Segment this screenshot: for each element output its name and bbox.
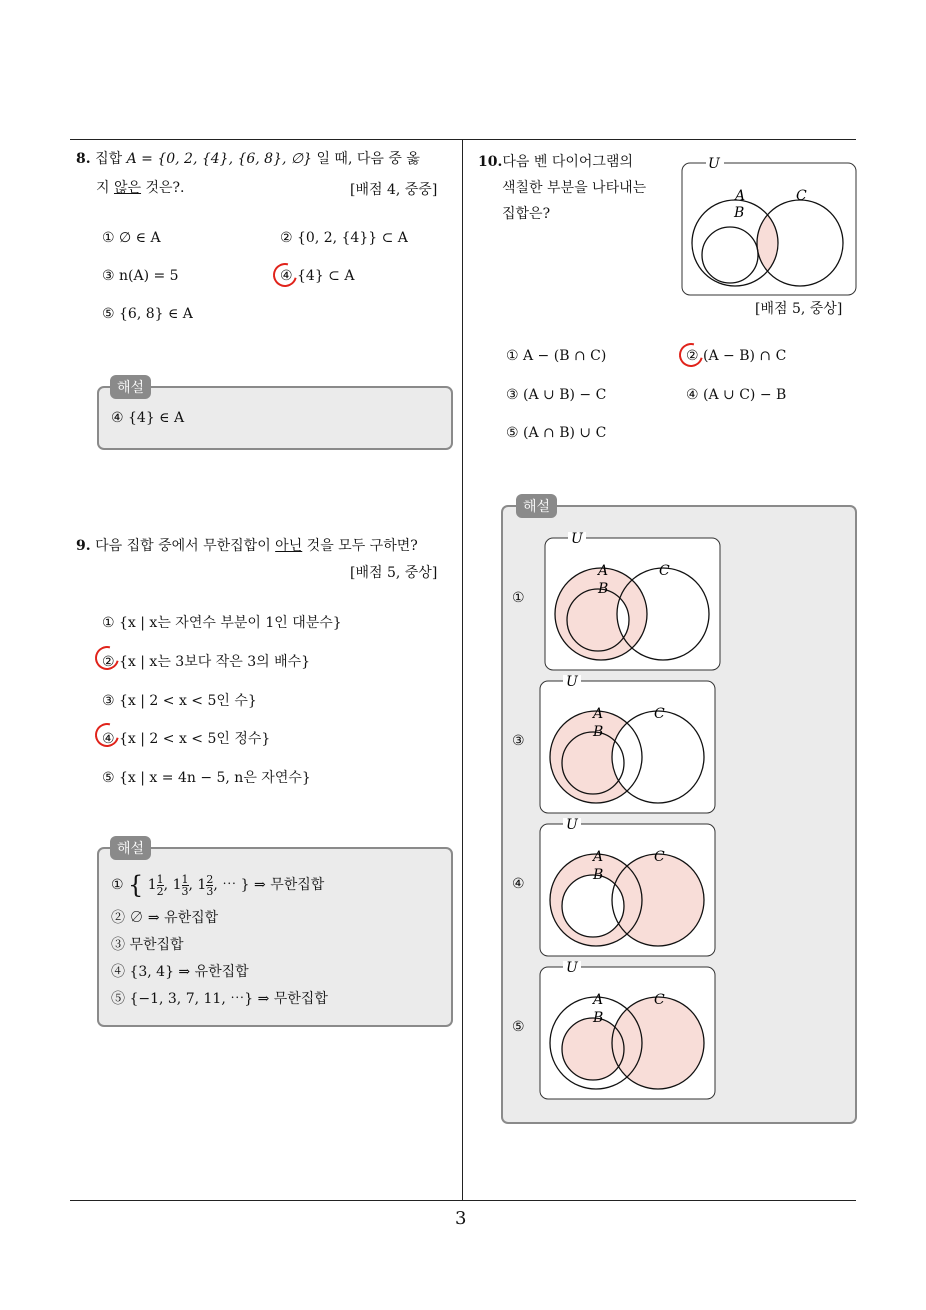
q8-underlined: 않은 [113,180,142,196]
q8-option-3[interactable]: ③ n(A) = 5 [102,268,179,284]
svg-text:U: U [566,961,578,976]
q10-venn-diagram [680,155,860,300]
q8-solution-line: ④ {4} ∈ A [111,410,185,426]
q10-option-4[interactable]: ④ (A ∪ C) − B [686,387,787,403]
solution-venn-4 [537,818,719,960]
q9-option-1[interactable]: ① {x | x는 자연수 부분이 1인 대분수} [102,615,342,631]
q9-option-3[interactable]: ③ {x | 2 < x < 5인 수} [102,693,257,709]
q10-option-5[interactable]: ⑤ (A ∩ B) ∪ C [506,425,607,441]
q10-solution-label-3: ③ [512,733,525,749]
q9-option-4[interactable]: ④ {x | 2 < x < 5인 정수} [102,728,270,748]
q10-number: 10. [478,154,503,170]
q10-solution-label-4: ④ [512,876,525,892]
q9-question: 9. 다음 집합 중에서 무한집합이 아닌 것을 모두 구하면? [76,538,418,554]
answer-mark-icon [675,339,708,372]
q9-underlined: 아닌 [275,538,303,554]
page-number: 3 [455,1208,467,1229]
label-b: B [734,205,745,221]
svg-text:A: A [598,563,609,579]
q8-solution-tag: 해설 [110,375,151,399]
q9-solution-line-3: ③ 무한집합 [111,937,184,953]
q9-meta: [배점 5, 중상] [350,565,438,581]
q9-solution-box [97,847,453,1027]
q10-meta: [배점 5, 중상] [755,301,843,317]
solution-venn-3 [537,675,719,817]
q10-option-2[interactable]: ② (A − B) ∩ C [686,348,786,364]
q8-option-1[interactable]: ① ∅ ∈ A [102,230,161,246]
svg-text:B: B [593,867,604,883]
svg-text:B: B [598,581,609,597]
q8-set-expr: A = {0, 2, {4}, {6, 8}, ∅} [126,151,312,167]
q9-solution-line-1: ① { 1 $\frac{1}{2}$ , 1 $\frac{1}{3}$ , 1 $\frac{2}{3}$ , ⋯ } ⇒ 무한집합 [111,871,325,899]
q8-option-5[interactable]: ⑤ {6, 8} ∈ A [102,306,193,322]
q10-question: 10.다음 벤 다이어그램의 색칠한 부분을 나타내는 집합은? [478,154,647,222]
q8-option-4[interactable]: ④ {4} ⊂ A [280,268,354,284]
solution-venn-1 [542,532,724,674]
svg-text:U: U [566,818,578,833]
label-c: C [796,188,807,204]
solution-venn-5 [537,961,719,1103]
q8-number: 8. [76,151,91,167]
q10-option-3[interactable]: ③ (A ∪ B) − C [506,387,607,403]
q9-solution-line-4: ④ {3, 4} ⇒ 유한집합 [111,964,249,980]
q9-solution-line-2: ② ∅ ⇒ 유한집합 [111,910,219,926]
q10-solution-tag: 해설 [516,494,557,518]
q9-solution-tag: 해설 [110,836,151,860]
svg-text:B: B [593,724,604,740]
svg-text:C: C [654,706,665,722]
label-u: U [708,156,720,172]
q8-question: 8. 집합 A = {0, 2, {4}, {6, 8}, ∅} 일 때, 다음 중 옳 지 않은 것은?. [76,151,420,196]
q10-option-1[interactable]: ① A − (B ∩ C) [506,348,607,364]
q9-option-2[interactable]: ② {x | x는 3보다 작은 3의 배수} [102,651,310,671]
svg-text:U: U [571,532,583,547]
q10-solution-label-1: ① [512,590,525,606]
label-a: A [735,188,746,204]
q8-option-2[interactable]: ② {0, 2, {4}} ⊂ A [280,230,408,246]
svg-text:B: B [593,1010,604,1026]
svg-text:U: U [566,675,578,690]
column-divider [462,139,463,1201]
svg-text:A: A [593,849,604,865]
q10-solution-label-5: ⑤ [512,1019,525,1035]
answer-mark-icon [269,259,302,292]
svg-text:C: C [659,563,670,579]
q9-solution-line-5: ⑤ {−1, 3, 7, 11, ⋯} ⇒ 무한집합 [111,991,328,1007]
top-rule [70,139,856,140]
svg-text:C: C [654,992,665,1008]
q9-number: 9. [76,538,91,554]
q9-option-5[interactable]: ⑤ {x | x = 4n − 5, n은 자연수} [102,770,311,786]
bottom-rule [70,1200,856,1201]
svg-text:C: C [654,849,665,865]
q8-meta: [배점 4, 중중] [350,182,438,198]
svg-text:A: A [593,992,604,1008]
svg-text:A: A [593,706,604,722]
